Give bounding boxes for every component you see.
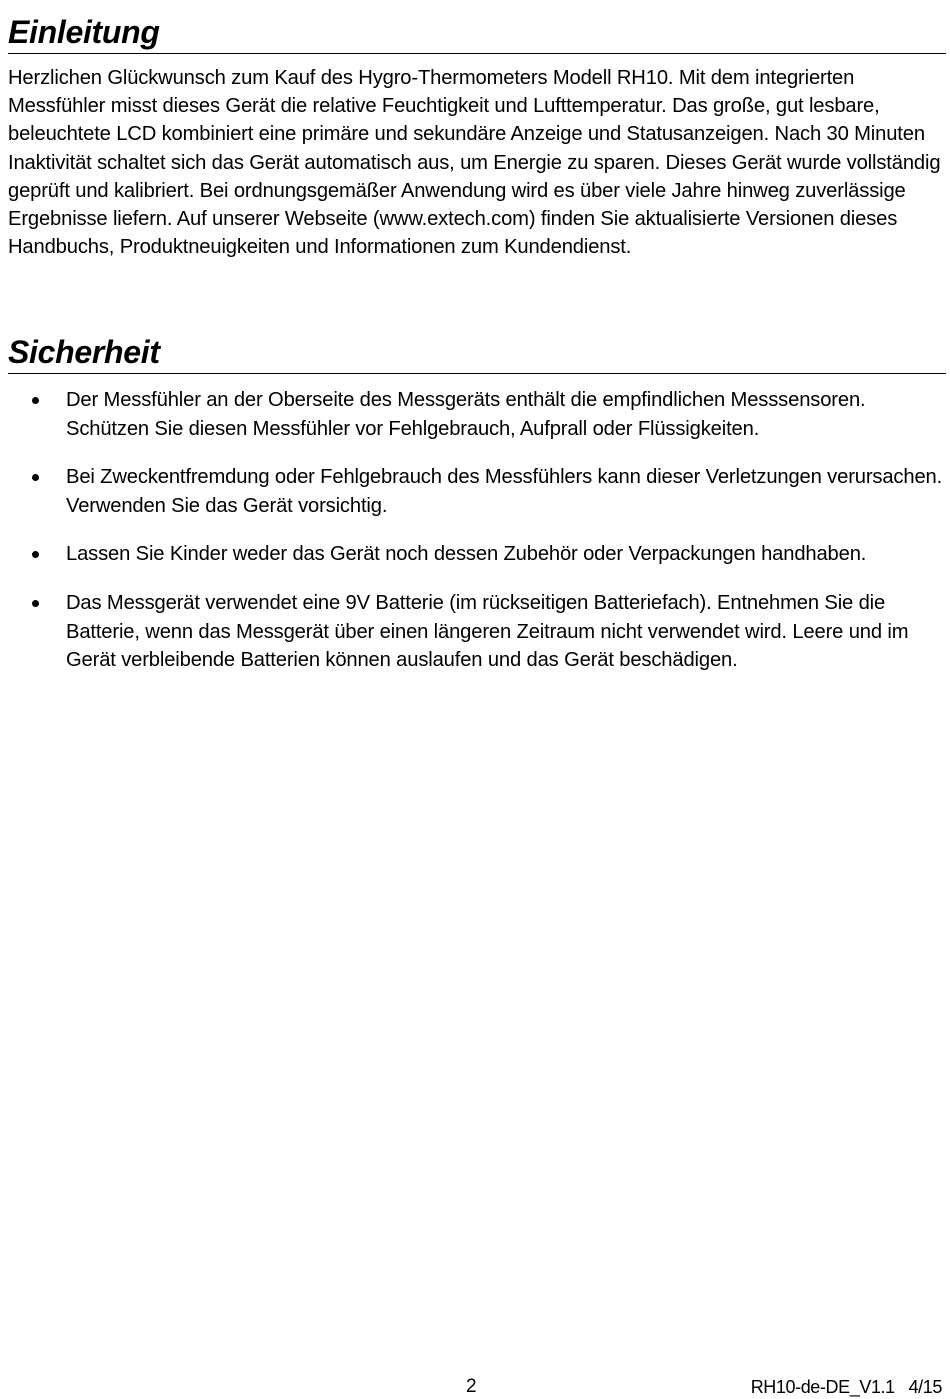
list-item [8,463,946,520]
bullet-icon [32,551,39,558]
bullet-icon [32,397,39,404]
intro-paragraph: Herzlichen Glückwunsch zum Kauf des Hygro-Thermometers Modell RH10. Mit dem integrierten Messfühler misst dieses Gerät die relative Feuchtigkeit und Lufttemperatur. Das große, gut lesbare, beleuchtete LCD kombiniert eine primäre und sekundäre Anzeige und Statusanzeigen. Nach 30 Minuten Inaktivität schaltet sich das Gerät automatisch aus, um Energie zu sparen. Dieses Gerät wurde vollständig geprüft und kalibriert. Bei ordnungsgemäßer Anwendung wird es über viele Jahre hinweg zuverlässige Ergebnisse liefern. Auf unserer Webseite (www.extech.com) finden Sie aktualisierte Versionen dieses Handbuchs, Produktneuigkeiten und Informationen zum Kundendienst. [8,67,941,259]
list-item [8,589,946,675]
list-item-text: Bei Zweckentfremdung oder Fehlgebrauch des Messfühlers kann dieser Verletzungen verursachen. Verwenden Sie das Gerät vorsichtig. [66,466,943,517]
page-number: 2 [466,1376,477,1397]
list-item-text: Lassen Sie Kinder weder das Gerät noch dessen Zubehör oder Verpackungen handhaben. [66,543,867,566]
safety-list [8,386,946,675]
bullet-icon [32,474,39,481]
list-item-text: Der Messfühler an der Oberseite des Messgeräts enthält die empfindlichen Messsensoren. Schützen Sie diesen Messfühler vor Fehlgebrauch, Aufprall oder Flüssigkeiten. [66,389,866,440]
intro-section [8,14,946,261]
intro-heading: Einleitung [8,14,946,54]
list-item [8,386,946,443]
list-item-text: Das Messgerät verwendet eine 9V Batterie (im rückseitigen Batteriefach). Entnehmen Sie die Batterie, wenn das Messgerät über einen längeren Zeitraum nicht verwendet wird. Leere und im Gerät verbleibende Batterien können auslaufen und das Gerät beschädigen. [66,591,909,672]
safety-section [8,334,946,695]
bullet-icon [32,600,39,607]
document-id: RH10-de-DE_V1.1 4/15 [750,1377,942,1397]
safety-heading: Sicherheit [8,334,946,374]
list-item [8,540,946,569]
